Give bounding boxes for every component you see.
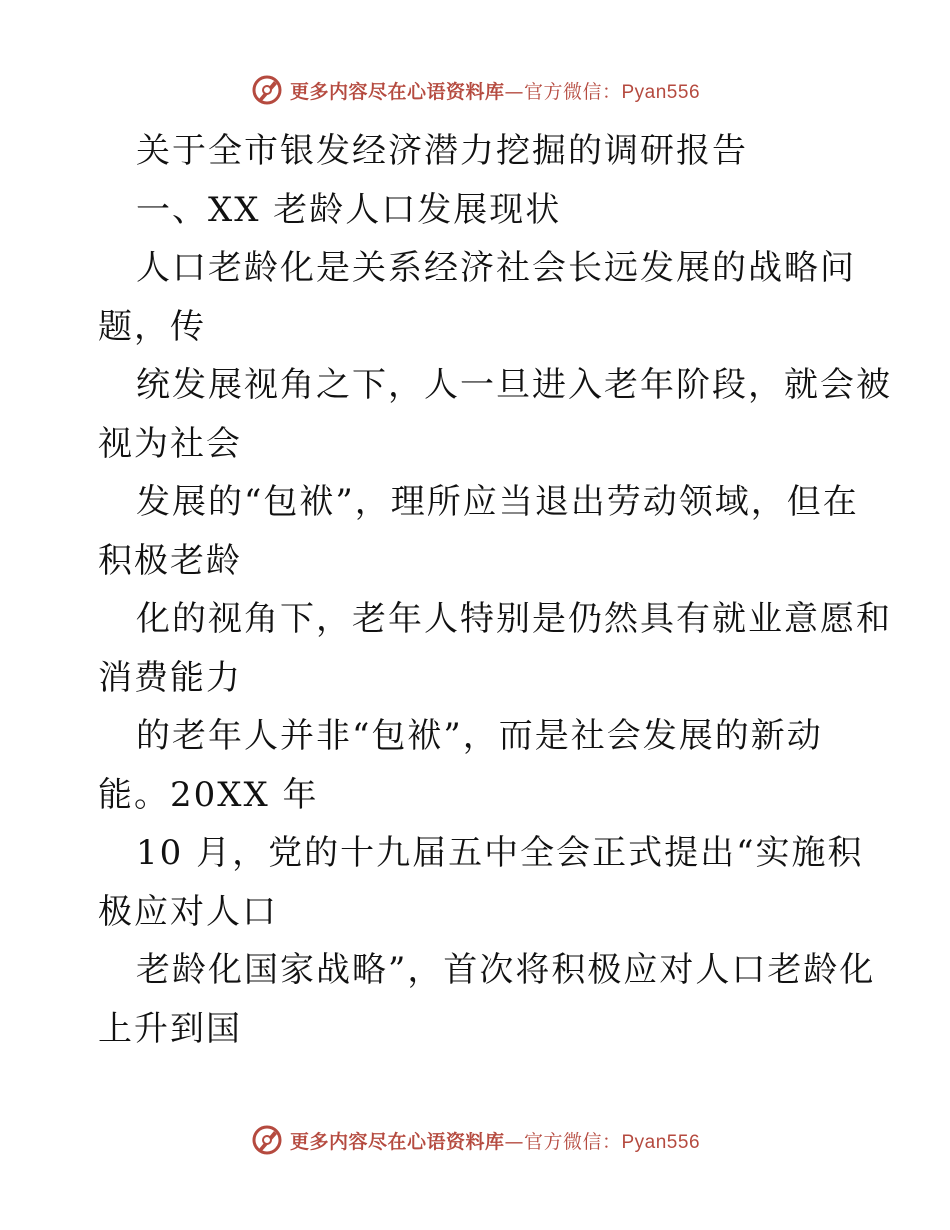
text-line: 化的视角下，老年人特别是仍然具有就业意愿和 [136, 599, 892, 639]
quill-seal-icon [250, 73, 284, 107]
text-line: 能。20XX 年 [98, 774, 319, 815]
header-banner [0, 70, 950, 110]
text-line: 的老年人并非“包袱”，而是社会发展的新动 [136, 716, 823, 756]
footer-banner [0, 1120, 950, 1160]
quill-seal-icon [250, 1123, 284, 1157]
text-line: 关于全市银发经济潜力挖掘的调研报告 [136, 131, 748, 171]
document-body [98, 122, 892, 1058]
banner-brand: 更多内容尽在心语资料库 [289, 1130, 505, 1153]
banner-text [290, 77, 700, 104]
banner-wechat-id: Pyan556 [621, 81, 701, 103]
text-line: 积极老龄 [98, 540, 242, 581]
banner-separator: — [504, 1130, 524, 1153]
text-line: 发展的“包袱”，理所应当退出劳动领域，但在 [136, 482, 859, 522]
text-line: 一、XX 老龄人口发展现状 [136, 189, 562, 230]
banner-separator: — [504, 80, 524, 103]
banner-brand: 更多内容尽在心语资料库 [289, 80, 505, 103]
text-line: 10 月，党的十九届五中全会正式提出“实施积 [136, 833, 864, 873]
banner-text [290, 1127, 700, 1154]
text-line: 题，传 [98, 306, 206, 347]
banner-wechat-label: 官方微信： [523, 1130, 622, 1153]
text-line: 消费能力 [98, 657, 242, 698]
text-line: 统发展视角之下，人一旦进入老年阶段，就会被 [136, 365, 892, 405]
text-line: 极应对人口 [98, 891, 278, 932]
text-line: 人口老龄化是关系经济社会长远发展的战略问 [136, 248, 856, 288]
banner-wechat-id: Pyan556 [621, 1131, 701, 1153]
text-line: 视为社会 [98, 423, 242, 464]
text-line: 老龄化国家战略”，首次将积极应对人口老龄化 [136, 950, 876, 990]
text-line: 上升到国 [98, 1008, 242, 1049]
banner-wechat-label: 官方微信： [523, 80, 622, 103]
